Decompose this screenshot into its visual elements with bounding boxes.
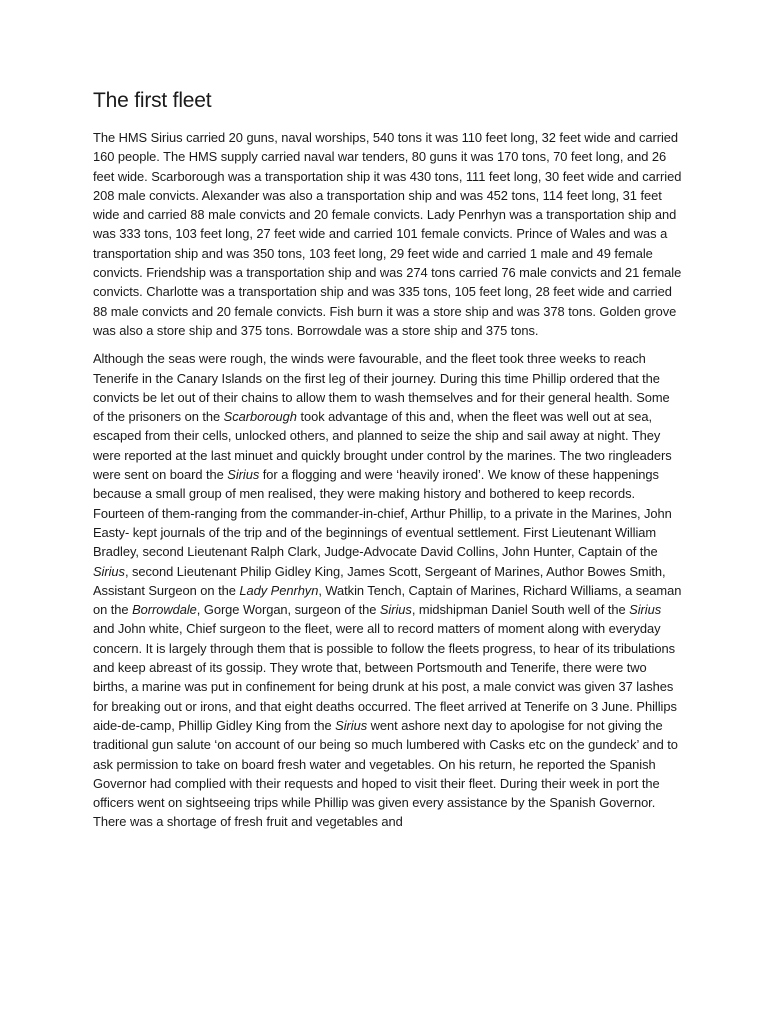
italic-ship-name: Sirius xyxy=(227,467,260,483)
text-run: , midshipman Daniel South well of the xyxy=(411,602,630,618)
text-run: , second Lieutenant Philip Gidley King, James Scott, Sergeant of Marines, Author Bowes Smith, Assistant Surgeon on the xyxy=(93,563,666,598)
italic-ship-name: Sirius xyxy=(335,717,368,733)
text-run: and John white, Chief surgeon to the fleet, were all to record matters of moment along with everyday concern. It is largely through them that is possible to follow the fleets progress, to hear of its tribulations and keep abreast of its gossip. They wrote that, between Portsmouth and Tenerife, there were two births, a marine was put in confinement for being drunk at his post, a male convict was given 37 lashes for breaking out or irons, and that eight deaths occurred. The fleet arrived at Tenerife on 3 June. Phillips aide-de-camp, Phillip Gidley King from the xyxy=(93,621,677,733)
italic-ship-name: Borrowdale xyxy=(132,602,197,618)
italic-ship-name: Sirius xyxy=(629,602,662,618)
text-run: , Watkin Tench, Captain of Marines, Richard Williams, a seaman on the xyxy=(93,582,682,618)
italic-ship-name: Sirius xyxy=(93,563,125,579)
italic-ship-name: Sirius xyxy=(379,602,412,618)
italic-ship-name: Lady Penrhyn xyxy=(239,582,319,598)
italic-ship-name: Scarborough xyxy=(223,409,297,425)
document-title: The first fleet xyxy=(93,89,212,112)
document-page xyxy=(93,86,683,841)
text-run: , Gorge Worgan, surgeon of the xyxy=(196,602,380,618)
text-run: Although the seas were rough, the winds were favourable, and the fleet took three weeks to reach Tenerife in the Canary Islands on the first leg of their journey. During this time Phillip ordered that the convicts be let out of their chains to allow them to wash themselves and for their general health. Some of the prisoners on the xyxy=(93,351,670,425)
text-run: took advantage of this and, when the fleet was well out at sea, escaped from their cells, unlocked others, and planned to seize the ship and sail away at night. They were reported at the last minuet and quickly brought under control by the marines. The two ringleaders were sent on board the xyxy=(93,409,672,483)
paragraph-voyage xyxy=(93,349,683,831)
paragraph-ships: The HMS Sirius carried 20 guns, naval worships, 540 tons it was 110 feet long, 32 feet wide and carried 160 people. The HMS supply carried naval war tenders, 80 guns it was 170 tons, 70 feet long, and 26 feet wide. Scarborough was a transportation ship it was 430 tons, 111 feet long, 30 feet wide and carried 208 male convicts. Alexander was also a transportation ship and was 452 tons, 114 feet long, 31 feet wide and carried 88 male convicts and 20 female convicts. Lady Penrhyn was a transportation ship and was 333 tons, 103 feet long, 27 feet wide and carried 101 female convicts. Prince of Wales and was a transportation ship and was 350 tons, 103 feet long, 29 feet wide and carried 1 male and 49 female convicts. Friendship was a transportation ship and was 274 tons carried 76 male convicts and 21 female convicts. Charlotte was a transportation ship and was 335 tons, 105 feet long, 28 feet wide and carried 88 male convicts and 20 female convicts. Fish burn it was a store ship and was 378 tons. Golden grove was also a store ship and 375 tons. Borrowdale was a store ship and 375 tons. xyxy=(93,130,682,338)
text-run: went ashore next day to apologise for not giving the traditional gun salute ‘on account of our being so much lumbered with Casks etc on the gundeck’ and to ask permission to take on board fresh water and vegetables. On his return, he reported the Spanish Governor had complied with their requests and hoped to visit their fleet. During their week in port the officers went on sightseeing trips while Phillip was given every assistance by the Spanish Governor. There was a shortage of fresh fruit and vegetables and xyxy=(93,717,678,830)
text-run: for a flogging and were ‘heavily ironed’. We know of these happenings because a small group of men realised, they were making history and bothered to keep records. Fourteen of them-ranging from the commander-in-chief, Arthur Phillip, to a private in the Marines, John Easty- kept journals of the trip and of the beginnings of eventual settlement. First Lieutenant William Bradley, second Lieutenant Ralph Clark, Judge-Advocate David Collins, John Hunter, Captain of the xyxy=(93,467,672,560)
